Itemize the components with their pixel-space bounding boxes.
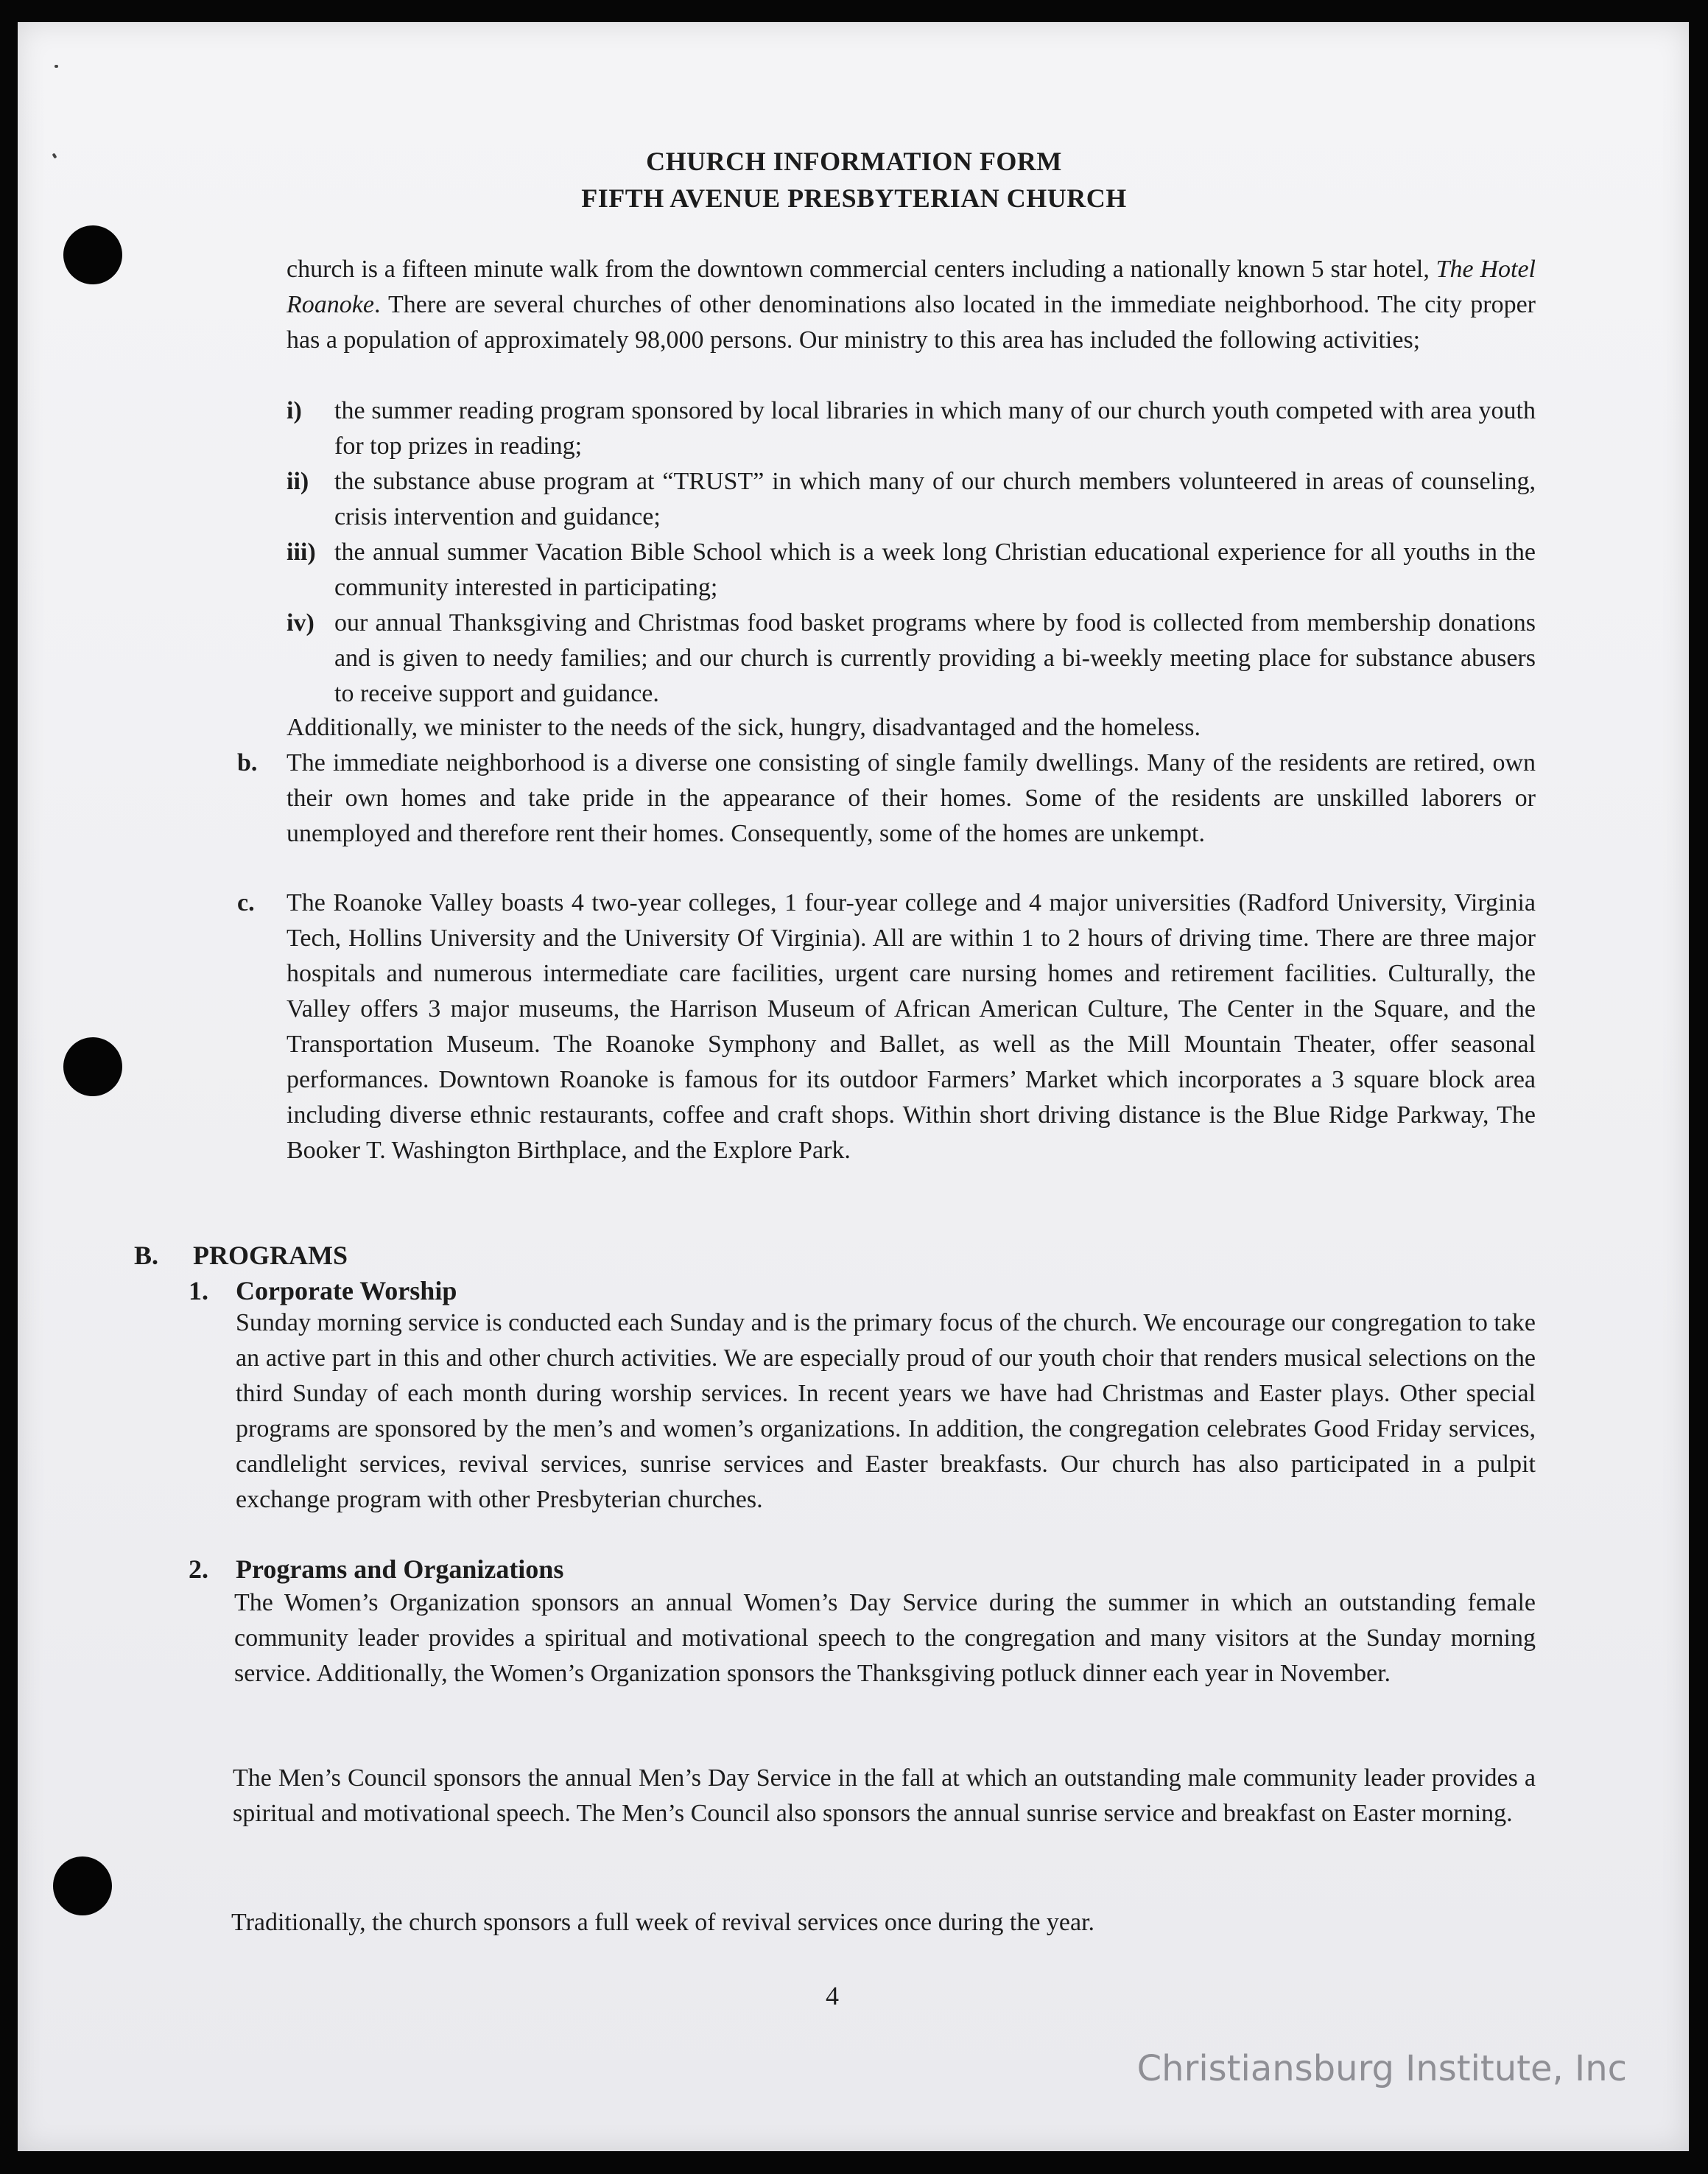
sub1-text: Sunday morning service is conducted each Sunday and is the primary focus of the church. We encourage our congregation to take an active part in this and other church activities. We are especially proud of our youth choir that renders musical selections on the third Sunday of each month during worship services. In recent years we have had Christmas and Easter plays. Other special programs are sponsored by the men’s and women’s organizations. In addition, the congregation celebrates Good Friday services, candlelight services, revival services, sunrise services and Easter breakfasts. Our church has also participated in a pulpit exchange program with other Presbyterian churches. bbox=[236, 1309, 1536, 1513]
item-b-marker: b. bbox=[237, 749, 258, 776]
watermark: Christiansburg Institute, Inc bbox=[1136, 2048, 1627, 2089]
intro-paragraph: church is a fifteen minute walk from the downtown commercial centers including a nationally known 5 star hotel, The Hotel Roanoke. There are several churches of other denominations also located in the immediate neighborhood. The city proper has a population of approximately 98,000 persons. Our ministry to this area has included the following activities; bbox=[287, 256, 1536, 354]
item-c-text: The Roanoke Valley boasts 4 two-year colleges, 1 four-year college and 4 major universities (Radford University, Virginia Tech, Hollins University and the University Of Virginia). All are within 1 to 2 hours of driving time. There are three major hospitals and numerous intermediate care facilities, urgent care nursing homes and retirement facilities. Culturally, the Valley offers 3 major museums, the Harrison Museum of African American Culture, The Center in the Square, and the Transportation Museum. The Roanoke Symphony and Ballet, as well as the Mill Mountain Theater, offer seasonal performances. Downtown Roanoke is famous for its outdoor Farmers’ Market which incorporates a 3 square block area including diverse ethnic restaurants, coffee and craft shops. Within short driving distance is the Blue Ridge Parkway, The Booker T. Washington Birthplace, and the Explore Park. bbox=[287, 889, 1536, 1164]
punch-hole-bottom bbox=[53, 1856, 112, 1915]
page-number: 4 bbox=[826, 1981, 839, 2010]
activity-text: the substance abuse program at “TRUST” in which many of our church members volunteered in areas of counseling, crisis intervention and guidance; bbox=[334, 468, 1536, 530]
punch-hole-middle bbox=[63, 1037, 122, 1096]
section-b-title: PROGRAMS bbox=[193, 1241, 348, 1270]
activity-marker: ii) bbox=[287, 468, 309, 495]
item-b-text: The immediate neighborhood is a diverse one consisting of single family dwellings. Many of the residents are retired, own their own homes and take pride in the appearance of their homes. Some of the residents are unskilled laborers or unemployed and therefore rent their homes. Consequently, some of the homes are unkempt. bbox=[287, 749, 1536, 847]
sub2-marker: 2. bbox=[189, 1554, 208, 1584]
church-name: FIFTH AVENUE PRESBYTERIAN CHURCH bbox=[581, 183, 1127, 213]
section-b-marker: B. bbox=[134, 1241, 159, 1270]
activity-text: our annual Thanksgiving and Christmas food basket programs where by food is collected from membership donations and is given to needy families; and our church is currently providing a bi-weekly meeting place for substance abusers to receive support and guidance. bbox=[334, 609, 1536, 707]
form-title: CHURCH INFORMATION FORM bbox=[646, 147, 1062, 176]
sub1-marker: 1. bbox=[189, 1276, 208, 1305]
item-c-marker: c. bbox=[237, 889, 255, 916]
sub1-title: Corporate Worship bbox=[236, 1276, 457, 1305]
additionally-text: Additionally, we minister to the needs of the sick, hungry, disadvantaged and the homeless. bbox=[287, 714, 1201, 741]
activity-marker: iii) bbox=[287, 539, 316, 566]
sub2-paragraph-1: The Women’s Organization sponsors an annual Women’s Day Service during the summer in which an outstanding female community leader provides a spiritual and motivational speech to the congregation and many visitors at the Sunday morning service. Additionally, the Women’s Organization sponsors the Thanksgiving potluck dinner each year in November. bbox=[234, 1589, 1536, 1687]
punch-hole-top bbox=[63, 225, 122, 284]
activity-text: the annual summer Vacation Bible School which is a week long Christian educational experience for all youths in the community interested in participating; bbox=[334, 539, 1536, 601]
sub2-title: Programs and Organizations bbox=[236, 1554, 564, 1584]
speck-mark bbox=[55, 65, 58, 68]
activity-text: the summer reading program sponsored by local libraries in which many of our church youth competed with area youth for top prizes in reading; bbox=[334, 397, 1536, 460]
sub2-paragraph-2: The Men’s Council sponsors the annual Men’s Day Service in the fall at which an outstanding male community leader provides a spiritual and motivational speech. The Men’s Council also sponsors the annual sunrise service and breakfast on Easter morning. bbox=[233, 1764, 1536, 1827]
sub2-paragraph-3: Traditionally, the church sponsors a full week of revival services once during the year. bbox=[231, 1909, 1095, 1936]
activity-marker: i) bbox=[287, 397, 302, 424]
activity-marker: iv) bbox=[287, 609, 314, 637]
